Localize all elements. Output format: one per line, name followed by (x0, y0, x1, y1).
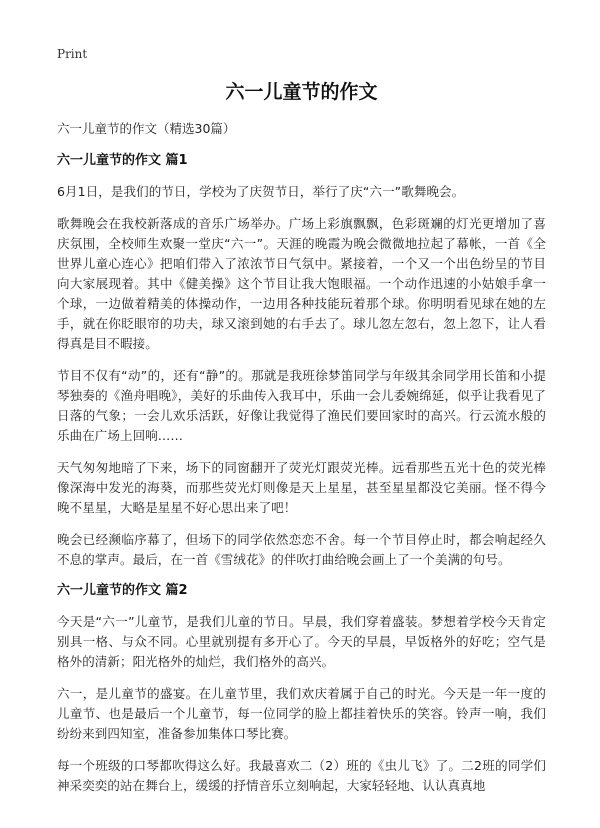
paragraph: 今天是“六一”儿童节，是我们儿童的节日。早晨，我们穿着盛装。梦想着学校今天肯定别具一格、与众不同。心里就别提有多开心了。今天的早晨，早饭格外的好吃；空气是格外的清新；阳光格外的灿烂，我们格外的高兴。 (57, 614, 546, 669)
section-1 (57, 152, 546, 570)
page-title: 六一儿童节的作文 (225, 81, 378, 103)
paragraph: 晚会已经濒临序幕了，但场下的同学依然恋恋不舍。每一个节目停止时，都会响起经久不息的掌声。最后，在一首《雪绒花》的伴吹打曲给晚会画上了一个美满的句号。 (57, 532, 546, 567)
article-subtitle: 六一儿童节的作文（精选30篇） (57, 121, 236, 136)
section-heading: 六一儿童节的作文 篇1 (57, 153, 188, 168)
paragraph: 六一，是儿童节的盛宴。在儿童节里，我们欢庆着属于自己的时光。今天是一年一度的儿童节、也是最后一个儿童节，每一位同学的脸上都挂着快乐的笑容。铃声一响，我们纷纷来到四知室，准备参加集体口琴比赛。 (57, 686, 546, 741)
paragraph: 节目不仅有“动”的，还有“静”的。那就是我班徐梦笛同学与年级其余同学用长笛和小提琴独奏的《渔舟唱晚》，美好的乐曲传入我耳中，乐曲一会儿委婉绵延，似乎让我看见了日落的气象；一会儿欢乐活跃，好像让我觉得了渔民们要回家时的高兴。行云流水般的乐曲在广场上回响…… (57, 368, 546, 443)
paragraph: 天气匆匆地暗了下来，场下的同窗翻开了荧光灯跟荧光棒。远看那些五光十色的荧光棒像深海中发光的海葵，而那些荧光灯则像是天上星星，甚至星星都没它美丽。怪不得今晚不星星，大略是星星不好心思出来了吧！ (57, 460, 546, 515)
paragraph: 歌舞晚会在我校新落成的音乐广场举办。广场上彩旗飘飘，色彩斑斓的灯光更增加了喜庆氛围，全校师生欢聚一堂庆“六一”。天涯的晚霞为晚会微微地拉起了幕帐，一首《全世界儿童心连心》把咱们带入了浓浓节日气氛中。紧接着，一个又一个出色纷呈的节目向大家展现着。其中《健美操》这个节目让我大饱眼福。一个动作迅速的小姑娘手拿一个球，一边做着精美的体操动作，一边用各种技能玩着那个球。你明明看见球在她的左手，就在你眨眼帘的功夫，球又滚到她的右手去了。球儿忽左忽右，忽上忽下，让人看得真是目不暇接。 (57, 216, 546, 351)
print-link[interactable]: Print (57, 47, 88, 61)
section-2 (57, 582, 546, 796)
paragraph: 每一个班级的口琴都吹得这么好。我最喜欢二（2）班的《虫儿飞》了。二2班的同学们神采奕奕的站在舞台上，缓缓的抒情音乐立刻响起，大家轻轻地、认认真真地 (57, 758, 546, 793)
section-heading: 六一儿童节的作文 篇2 (57, 583, 188, 598)
paragraph: 6月1日，是我们的节日，学校为了庆贺节日，举行了庆“六一”歌舞晚会。 (57, 184, 465, 199)
article-body (57, 120, 546, 808)
